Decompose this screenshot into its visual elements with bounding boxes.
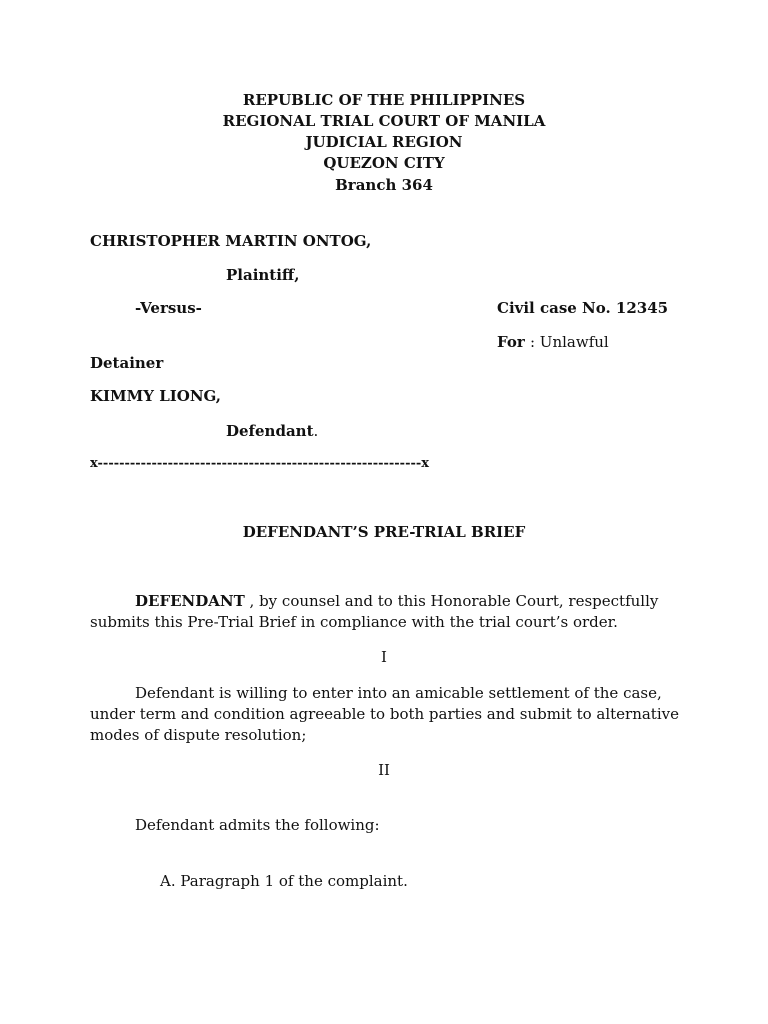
defendant-label: Defendant [226, 422, 314, 440]
case-number: Civil case No. 12345 [497, 299, 669, 317]
header-city: QUEZON CITY [323, 154, 445, 172]
header-region: JUDICIAL REGION [305, 133, 463, 151]
for-label: For [497, 333, 525, 351]
document-title: DEFENDANT’S PRE-TRIAL BRIEF [242, 523, 526, 541]
caption-separator: x------------------------------------------------------------x [90, 456, 430, 471]
defendant-label-line [226, 424, 318, 439]
defendant-name: KIMMY LIONG, [90, 387, 222, 405]
section-2-numeral: II [378, 761, 390, 779]
defendant-period: . [313, 422, 319, 440]
header-court: REGIONAL TRIAL COURT OF MANILA [222, 112, 546, 130]
plaintiff-label: Plaintiff, [226, 266, 300, 284]
section-1-paragraph: Defendant is willing to enter into an amicable settlement of the case, under term and condition agreeable to both parties and submit to alternative modes of dispute resolution; [90, 684, 679, 744]
for-value: : Unlawful [529, 333, 609, 351]
for-colon-value [530, 333, 609, 351]
case-nature [497, 335, 609, 350]
versus-label: -Versus- [135, 299, 202, 317]
case-nature-continued: Detainer [90, 354, 164, 372]
intro-text: , by counsel and to this Honorable Court, respectfully submits this Pre-Trial Brief in compliance with the trial court’s order. [90, 592, 659, 631]
intro-paragraph [90, 591, 680, 633]
header-branch: Branch 364 [335, 176, 433, 194]
section-1-numeral: I [381, 648, 387, 666]
header-republic: REPUBLIC OF THE PHILIPPINES [242, 91, 526, 109]
plaintiff-name: CHRISTOPHER MARTIN ONTOG, [90, 232, 372, 250]
admission-item-a: A. Paragraph 1 of the complaint. [160, 872, 408, 890]
intro-bold: DEFENDANT [135, 592, 245, 610]
section-2-paragraph: Defendant admits the following: [135, 816, 380, 834]
